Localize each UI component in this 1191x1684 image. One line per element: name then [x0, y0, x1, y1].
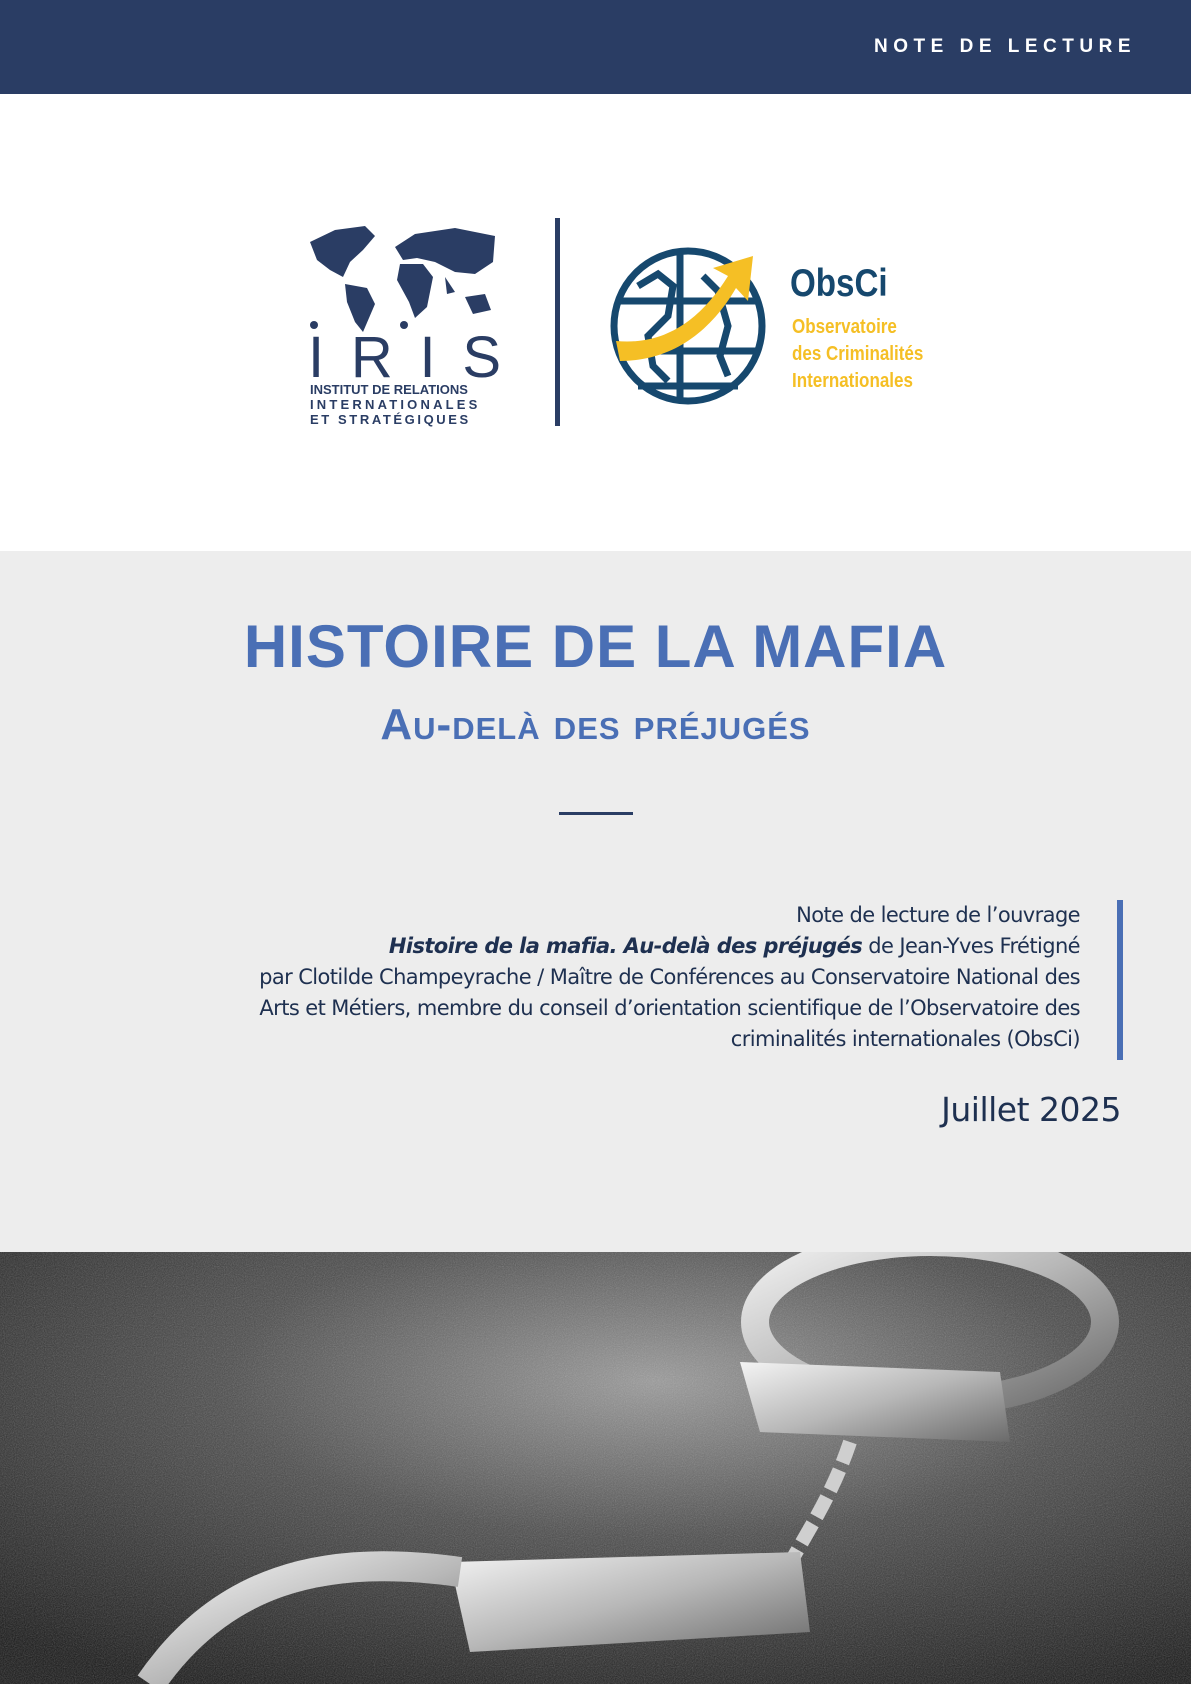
info-accent-bar — [1117, 900, 1123, 1060]
top-banner — [0, 0, 1191, 94]
obsci-line-2: des Criminalités — [792, 343, 924, 365]
book-info — [180, 900, 1080, 1055]
iris-line-2: INTERNATIONALES — [310, 397, 481, 412]
iris-line-1: INSTITUT DE RELATIONS — [310, 382, 468, 397]
globe-icon — [608, 246, 768, 406]
publication-date: Juillet 2025 — [941, 1090, 1121, 1129]
iris-logo — [305, 222, 505, 427]
page-title: HISTOIRE DE LA MAFIA — [243, 613, 948, 680]
iris-line-3: ET STRATÉGIQUES — [310, 412, 471, 427]
book-author: de Jean-Yves Frétigné — [862, 934, 1080, 958]
info-line-5: criminalités internationales (ObsCi) — [730, 1027, 1080, 1051]
obsci-line-1: Observatoire — [792, 316, 897, 338]
iris-wordmark: IRIS — [308, 325, 501, 390]
info-line-2 — [180, 931, 1080, 962]
book-title: Histoire de la mafia. Au-delà des préjugés — [388, 934, 863, 958]
title-rule — [559, 812, 633, 815]
info-line-4: Arts et Métiers, membre du conseil d’orientation scientifique de l’Observatoire des — [259, 996, 1080, 1020]
info-line-3: par Clotilde Champeyrache / Maître de Conférences au Conservatoire National des — [259, 965, 1080, 989]
logo-area — [0, 94, 1191, 551]
document-type-label: NOTE DE LECTURE — [874, 36, 1136, 57]
info-line-1: Note de lecture de l’ouvrage — [796, 903, 1080, 927]
obsci-fullname — [792, 314, 923, 395]
logo-divider — [555, 218, 560, 426]
world-map-icon — [310, 226, 495, 332]
obsci-line-3: Internationales — [792, 370, 913, 392]
obsci-name: ObsCi — [790, 262, 888, 305]
page-subtitle: Au-delà des préjugés — [380, 700, 811, 749]
handcuffs-photo — [0, 1252, 1191, 1684]
